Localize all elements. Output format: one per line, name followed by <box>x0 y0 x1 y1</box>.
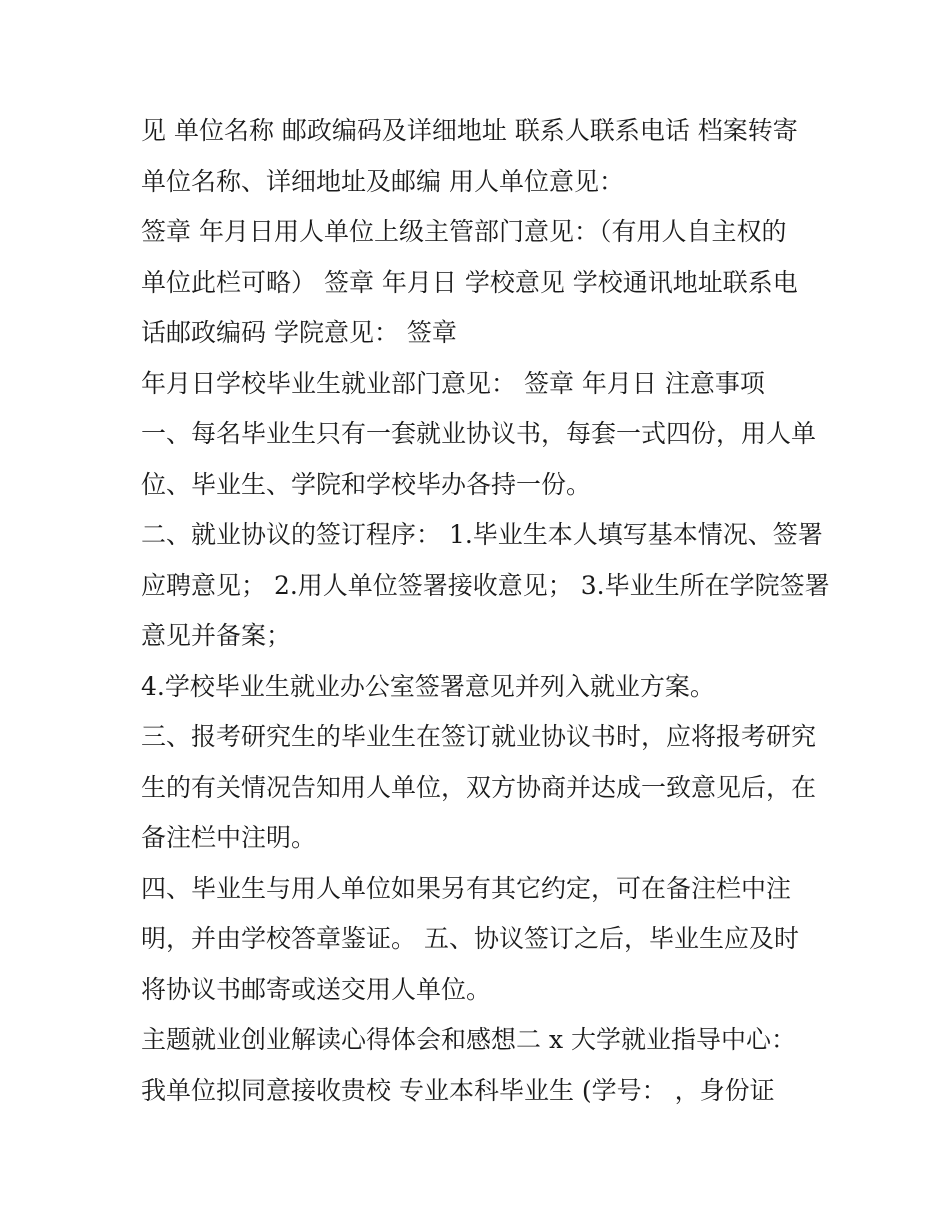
text-line: 二、就业协议的签订程序： 1.毕业生本人填写基本情况、签署 <box>141 520 823 549</box>
text-line: 话邮政编码 学院意见： 签章 <box>141 318 457 347</box>
text-line: 签章 年月日用人单位上级主管部门意见：（有用人自主权的 <box>141 217 787 246</box>
text-line: 意见并备案； <box>141 621 292 650</box>
text-line: 位、毕业生、学院和学校毕办各持一份。 <box>141 469 592 499</box>
document-body <box>141 106 831 1116</box>
text-line: 单位名称、详细地址及邮编 用人单位意见： <box>141 166 624 196</box>
text-line: 见 单位名称 邮政编码及详细地址 联系人联系电话 档案转寄 <box>141 116 798 145</box>
text-line: 我单位拟同意接收贵校 专业本科毕业生 (学号： ，身份证 <box>141 1075 775 1105</box>
text-line: 一、每名毕业生只有一套就业协议书，每套一式四份，用人单 <box>141 419 817 448</box>
text-line: 单位此栏可略） 签章 年月日 学校意见 学校通讯地址联系电 <box>141 267 798 297</box>
text-line: 将协议书邮寄或送交用人单位。 <box>141 974 492 1004</box>
text-line: 明，并由学校答章鉴证。 五、协议签订之后，毕业生应及时 <box>141 924 799 953</box>
text-line: 四、毕业生与用人单位如果另有其它约定，可在备注栏中注 <box>141 873 792 903</box>
text-line: 主题就业创业解读心得体会和感想二 x 大学就业指导中心： <box>141 1025 796 1054</box>
text-line: 生的有关情况告知用人单位，双方协商并达成一致意见后，在 <box>141 772 817 802</box>
text-line: 备注栏中注明。 <box>141 823 317 852</box>
text-line: 应聘意见； 2.用人单位签署接收意见； 3.毕业生所在学院签署 <box>141 570 830 600</box>
text-line: 三、报考研究生的毕业生在签订就业协议书时，应将报考研究 <box>141 722 817 751</box>
text-line: 4.学校毕业生就业办公室签署意见并列入就业方案。 <box>141 671 715 701</box>
text-line: 年月日学校毕业生就业部门意见： 签章 年月日 注意事项 <box>141 368 765 398</box>
